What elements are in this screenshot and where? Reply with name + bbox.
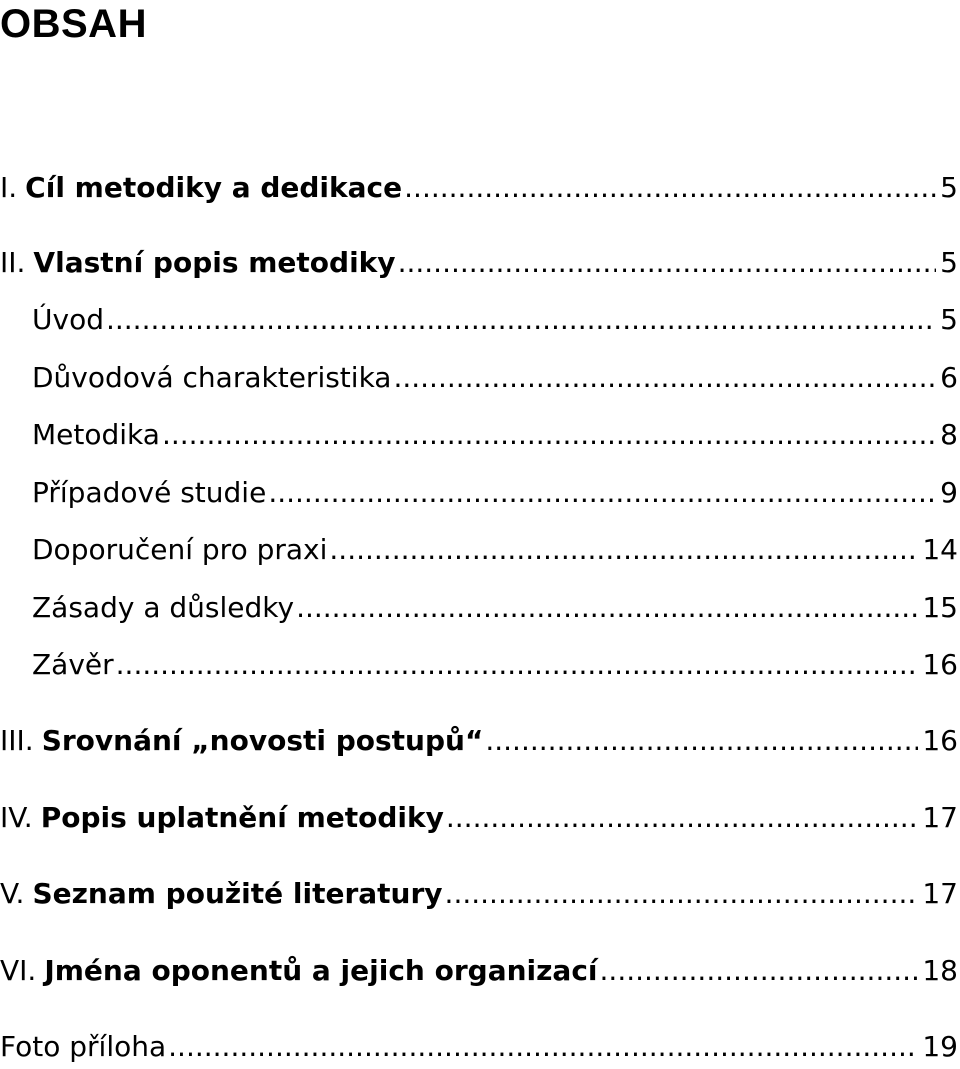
- toc-dot-leader: [329, 532, 918, 568]
- toc-entry-foto-priloha[interactable]: [0, 1029, 958, 1065]
- toc-entry-title: Srovnání „novosti postupů“: [41, 724, 484, 757]
- toc-entry-number: V.: [0, 877, 25, 910]
- toc-entry-page: 15: [922, 591, 958, 624]
- toc-entry-jmena-oponentu[interactable]: [0, 953, 958, 989]
- toc-dot-leader: [162, 417, 936, 453]
- toc-entry-number: I.: [0, 171, 18, 204]
- toc-entry-title: Závěr: [32, 648, 114, 681]
- toc-entry-page: 17: [922, 801, 958, 834]
- toc-entry-pripadove-studie[interactable]: [32, 475, 958, 511]
- toc-entry-doporuceni-pro-praxi[interactable]: [32, 532, 958, 568]
- toc-dot-leader: [106, 302, 936, 338]
- toc-entry-page: 5: [940, 246, 958, 279]
- toc-entry-seznam-literatury[interactable]: [0, 876, 958, 912]
- toc-entry-title: Cíl metodiky a dedikace: [25, 171, 403, 204]
- toc-entry-title: Seznam použité literatury: [32, 877, 443, 910]
- toc-entry-title: Metodika: [32, 418, 160, 451]
- toc-entry-popis-uplatneni[interactable]: [0, 800, 958, 836]
- toc-dot-leader: [398, 245, 937, 281]
- toc-dot-leader: [404, 170, 936, 206]
- toc-entry-number: VI.: [0, 954, 37, 987]
- toc-entry-page: 18: [922, 954, 958, 987]
- toc-entry-page: 5: [940, 303, 958, 336]
- toc-entry-page: 9: [940, 476, 958, 509]
- toc-dot-leader: [485, 723, 918, 759]
- toc-entry-page: 14: [922, 533, 958, 566]
- toc-entry-duvodova-charakteristika[interactable]: [32, 360, 958, 396]
- toc-entry-page: 6: [940, 361, 958, 394]
- toc-entry-zasady-a-dusledky[interactable]: [32, 590, 958, 626]
- toc-dot-leader: [168, 1029, 918, 1065]
- toc-entry-srovnani-novosti[interactable]: [0, 723, 958, 759]
- toc-entry-title: Případové studie: [32, 476, 267, 509]
- toc-entry-page: 17: [922, 877, 958, 910]
- toc-entry-number: III.: [0, 724, 34, 757]
- toc-title: OBSAH: [0, 2, 147, 46]
- toc-entry-number: IV.: [0, 801, 33, 834]
- toc-entry-page: 16: [922, 724, 958, 757]
- toc-entry-title: Jména oponentů a jejich organizací: [44, 954, 598, 987]
- toc-dot-leader: [296, 590, 918, 626]
- toc-entry-title: Úvod: [32, 303, 104, 336]
- toc-entry-title: Foto příloha: [0, 1030, 167, 1063]
- toc-entry-zaver[interactable]: [32, 647, 958, 683]
- toc-dot-leader: [446, 800, 918, 836]
- toc-entry-title: Důvodová charakteristika: [32, 361, 392, 394]
- toc-dot-leader: [600, 953, 919, 989]
- toc-dot-leader: [116, 647, 919, 683]
- toc-entry-page: 8: [940, 418, 958, 451]
- toc-entry-metodika[interactable]: [32, 417, 958, 453]
- toc-entry-uvod[interactable]: [32, 302, 958, 338]
- toc-entry-vlastni-popis[interactable]: [0, 245, 958, 281]
- toc-entry-cil-metodiky[interactable]: [0, 170, 958, 206]
- toc-entry-page: 16: [922, 648, 958, 681]
- toc-entry-title: Zásady a důsledky: [32, 591, 295, 624]
- toc-entry-page: 5: [940, 171, 958, 204]
- toc-dot-leader: [393, 360, 936, 396]
- toc-entry-title: Doporučení pro praxi: [32, 533, 328, 566]
- toc-entry-title: Vlastní popis metodiky: [33, 246, 396, 279]
- toc-dot-leader: [268, 475, 936, 511]
- toc-entry-number: II.: [0, 246, 26, 279]
- toc-dot-leader: [445, 876, 919, 912]
- toc-entry-title: Popis uplatnění metodiky: [40, 801, 444, 834]
- toc-entry-page: 19: [922, 1030, 958, 1063]
